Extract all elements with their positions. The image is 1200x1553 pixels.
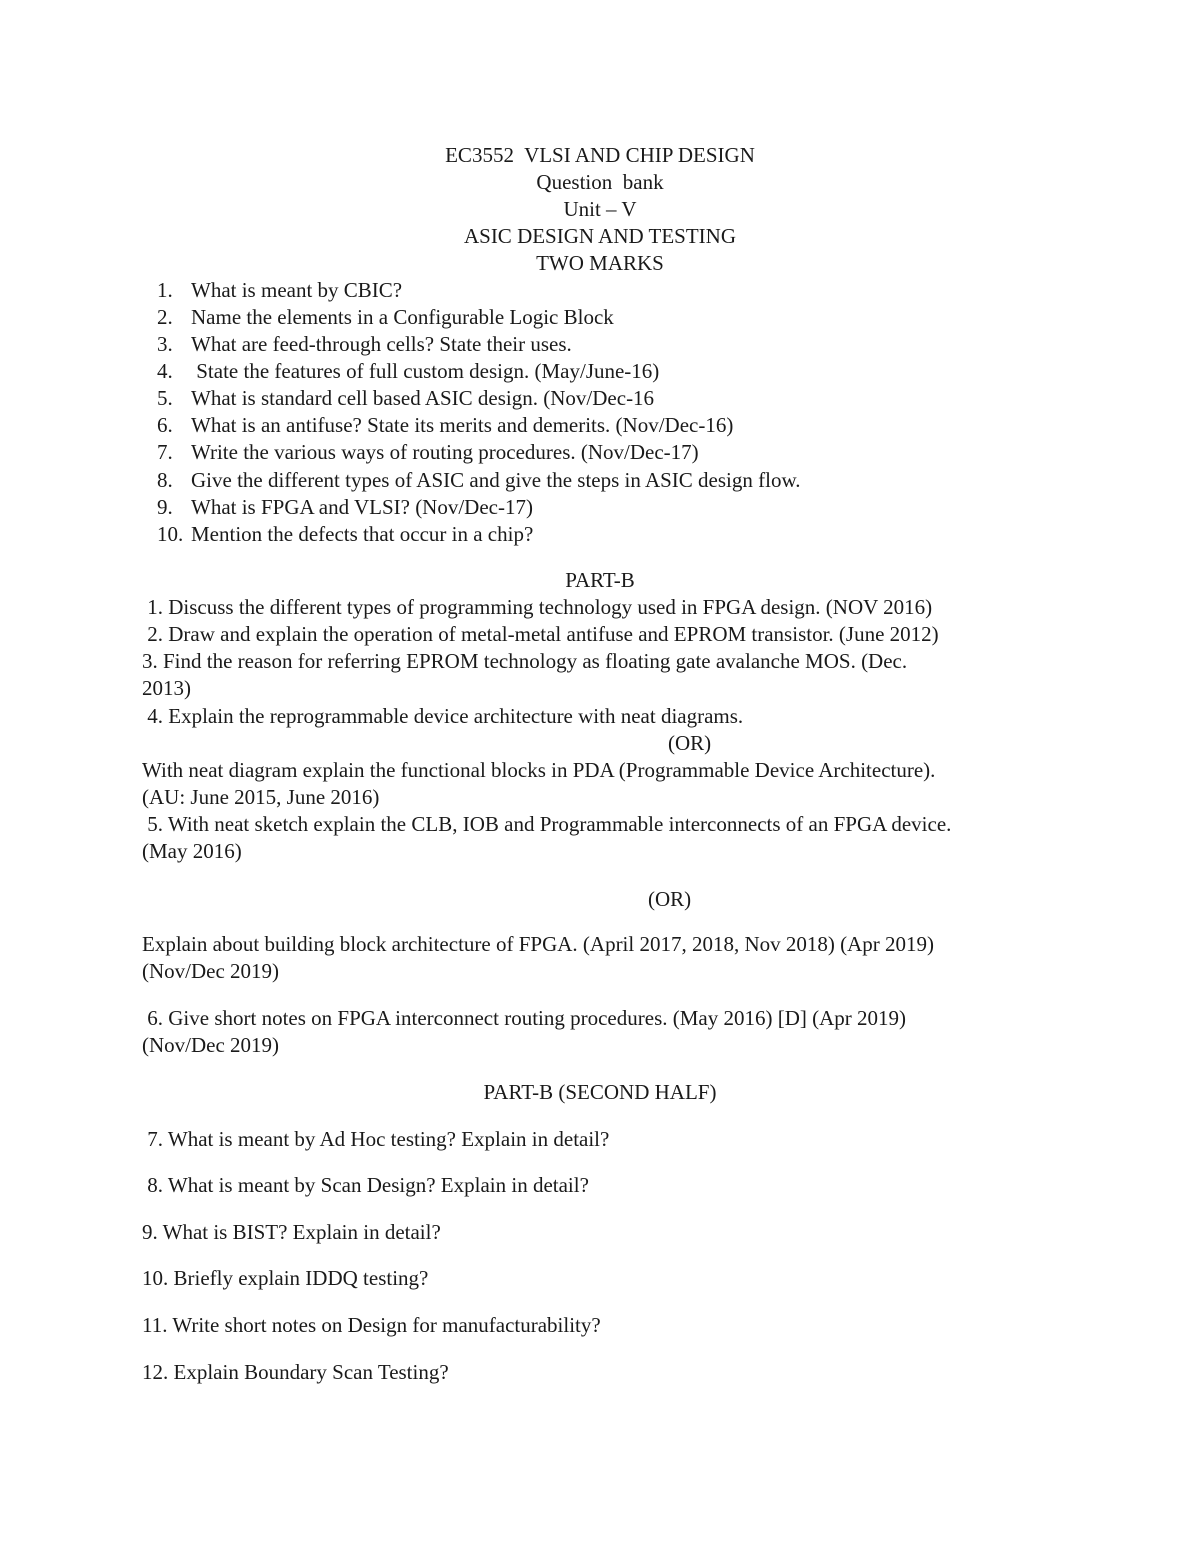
list-item-text: What are feed-through cells? State their uses. xyxy=(191,332,572,356)
course-title: EC3552 VLSI AND CHIP DESIGN xyxy=(445,143,755,167)
list-item-number: 1. xyxy=(157,278,173,302)
two-marks-heading: TWO MARKS xyxy=(536,251,664,275)
list-item-number: 9. xyxy=(157,495,173,519)
part-b-question-4: 4. Explain the reprogrammable device architecture with neat diagrams. xyxy=(142,704,744,728)
unit-label: Unit – V xyxy=(563,197,637,221)
part-b-question-5: 5. With neat sketch explain the CLB, IOB and Programmable interconnects of an FPGA device. (May 2016) xyxy=(142,812,952,863)
list-item-text: Name the elements in a Configurable Logic Block xyxy=(191,305,614,329)
list-item-text: What is meant by CBIC? xyxy=(191,278,403,302)
part-b-question-5-alternative: Explain about building block architecture of FPGA. (April 2017, 2018, Nov 2018) (Apr 2019) (Nov/Dec 2019) xyxy=(142,932,935,983)
list-item-text: Give the different types of ASIC and give the steps in ASIC design flow. xyxy=(191,468,801,492)
list-item-number: 3. xyxy=(157,332,173,356)
part-b-question-2: 2. Draw and explain the operation of metal-metal antifuse and EPROM transistor. (June 2012) xyxy=(142,622,939,646)
list-item-text: Write the various ways of routing procedures. (Nov/Dec-17) xyxy=(191,440,699,464)
list-item-text: What is standard cell based ASIC design. (Nov/Dec-16 xyxy=(191,386,655,410)
part-b-question-11: 11. Write short notes on Design for manufacturability? xyxy=(142,1313,601,1337)
list-item-number: 6. xyxy=(157,413,173,437)
list-item-text: Mention the defects that occur in a chip? xyxy=(191,522,534,546)
list-item-text: State the features of full custom design. (May/June-16) xyxy=(191,359,660,383)
part-b-heading: PART-B xyxy=(565,568,635,592)
list-item-number: 5. xyxy=(157,386,173,410)
part-b-question-3: 3. Find the reason for referring EPROM technology as floating gate avalanche MOS. (Dec. 2013) xyxy=(142,649,908,700)
part-b-question-12: 12. Explain Boundary Scan Testing? xyxy=(142,1360,449,1384)
document-subtitle: Question bank xyxy=(536,170,664,194)
topic-heading: ASIC DESIGN AND TESTING xyxy=(463,224,737,248)
or-separator: (OR) xyxy=(668,731,712,755)
part-b-question-4-alternative: With neat diagram explain the functional blocks in PDA (Programmable Device Architecture). (AU: June 2015, June 2016) xyxy=(142,758,936,809)
part-b-question-7: 7. What is meant by Ad Hoc testing? Explain in detail? xyxy=(142,1127,610,1151)
list-item-number: 7. xyxy=(157,440,173,464)
part-b-question-6: 6. Give short notes on FPGA interconnect routing procedures. (May 2016) [D] (Apr 2019) (Nov/Dec 2019) xyxy=(142,1006,907,1057)
list-item-number: 10. xyxy=(157,522,184,546)
list-item-number: 8. xyxy=(157,468,173,492)
part-b-question-8: 8. What is meant by Scan Design? Explain in detail? xyxy=(142,1173,589,1197)
part-b-second-half-heading: PART-B (SECOND HALF) xyxy=(483,1080,717,1104)
list-item-number: 2. xyxy=(157,305,173,329)
or-separator: (OR) xyxy=(648,887,692,911)
part-b-question-1: 1. Discuss the different types of programming technology used in FPGA design. (NOV 2016) xyxy=(142,595,933,619)
part-b-question-9: 9. What is BIST? Explain in detail? xyxy=(142,1220,441,1244)
list-item-text: What is FPGA and VLSI? (Nov/Dec-17) xyxy=(191,495,533,519)
list-item-text: What is an antifuse? State its merits and demerits. (Nov/Dec-16) xyxy=(191,413,734,437)
list-item-number: 4. xyxy=(157,359,173,383)
part-b-question-10: 10. Briefly explain IDDQ testing? xyxy=(142,1266,429,1290)
